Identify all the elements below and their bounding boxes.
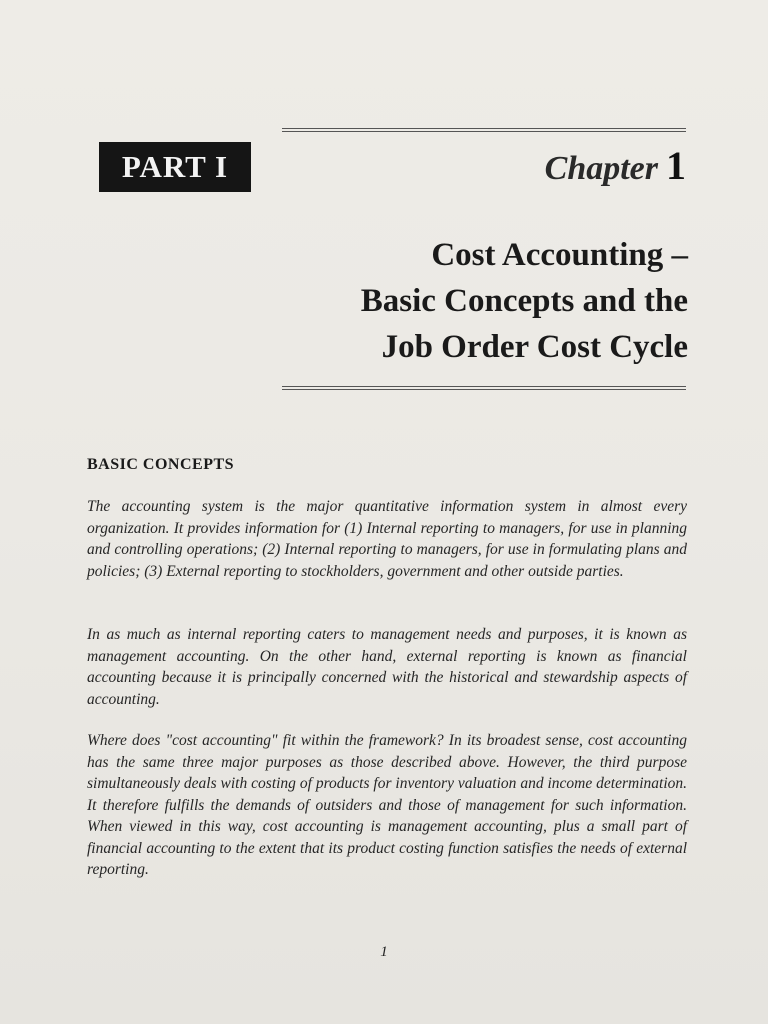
chapter-title-line: Cost Accounting – xyxy=(431,237,688,273)
body-paragraph: Where does "cost accounting" fit within the framework? In its broadest sense, cost accounting has the same three major purposes as those described above. However, the third purpose simultaneously deals with costing of products for inventory valuation and income determination. It therefore fulfills the demands of outsiders and those of management for such information. When viewed in this way, cost accounting is management accounting, plus a small part of financial accounting to the extent that its product costing function satisfies the needs of external reporting. xyxy=(87,732,687,878)
chapter-title-line: Job Order Cost Cycle xyxy=(381,329,688,365)
section-heading: BASIC CONCEPTS xyxy=(87,456,235,473)
body-paragraph: The accounting system is the major quantitative information system in almost every organization. It provides information for (1) Internal reporting to managers, for use in planning and controlling operations; (2) Internal reporting to managers, for use in formulating plans and policies; (3) External reporting to stockholders, government and other outside parties. xyxy=(87,498,687,580)
top-double-rule xyxy=(282,128,686,132)
body-paragraph: In as much as internal reporting caters to management needs and purposes, it is known as management accounting. On the other hand, external reporting is known as financial accounting because it is principally concerned with the historical and stewardship aspects of accounting. xyxy=(87,626,687,708)
page-number: 1 xyxy=(380,944,388,960)
chapter-title-line: Basic Concepts and the xyxy=(360,283,688,319)
chapter-number: 1 xyxy=(666,143,686,188)
chapter-title xyxy=(361,232,688,370)
bottom-double-rule xyxy=(282,386,686,390)
part-label: PART I xyxy=(99,142,251,192)
chapter-heading xyxy=(545,142,686,189)
chapter-word: Chapter xyxy=(544,150,658,187)
